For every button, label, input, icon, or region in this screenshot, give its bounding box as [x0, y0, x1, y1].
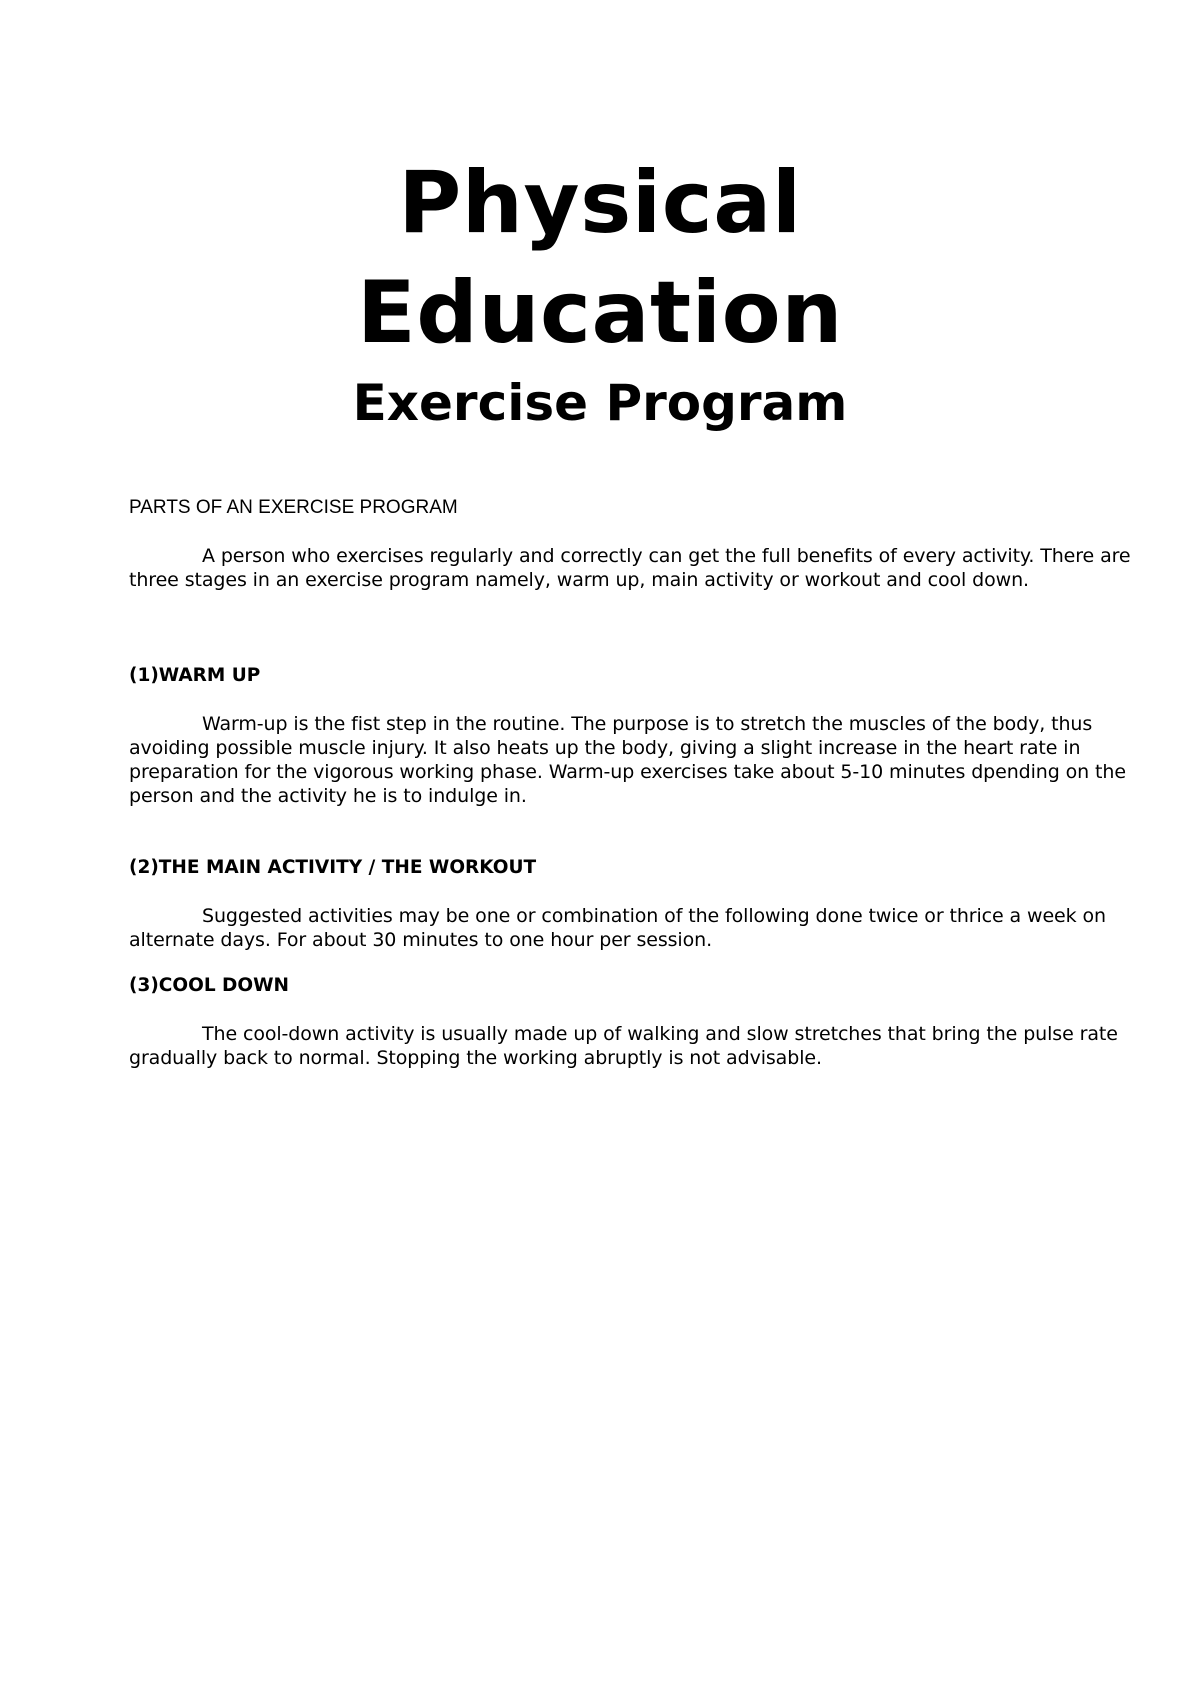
page-subtitle: Exercise Program: [352, 374, 848, 432]
section-heading-cool-down: (3)COOL DOWN: [129, 975, 290, 996]
document-body: [129, 496, 1149, 1070]
section-body-main-activity: Suggested activities may be one or combination of the following done twice or thrice a week on alternate days. For about 30 minutes to one hour per session.: [129, 905, 1106, 951]
page-title-line-1: Physical: [398, 153, 802, 253]
section-heading-warm-up: (1)WARM UP: [129, 665, 261, 686]
intro-paragraph: A person who exercises regularly and correctly can get the full benefits of every activity. There are three stages in an exercise program namely, warm up, main activity or workout and cool down.: [129, 545, 1131, 591]
section-body-warm-up: Warm-up is the fist step in the routine. The purpose is to stretch the muscles of the body, thus avoiding possible muscle injury. It also heats up the body, giving a slight increase in the heart rate in preparation for the vigorous working phase. Warm-up exercises take about 5-10 minutes dpending on the person and the activity he is to indulge in.: [129, 713, 1126, 807]
page-title-line-2: Education: [357, 263, 843, 363]
section-heading-main-activity: (2)THE MAIN ACTIVITY / THE WORKOUT: [129, 857, 537, 878]
section-body-cool-down: The cool-down activity is usually made up of walking and slow stretches that bring the pulse rate gradually back to normal. Stopping the working abruptly is not advisable.: [129, 1023, 1118, 1069]
intro-label: PARTS OF AN EXERCISE PROGRAM: [129, 497, 458, 518]
title-block: [0, 148, 1200, 434]
